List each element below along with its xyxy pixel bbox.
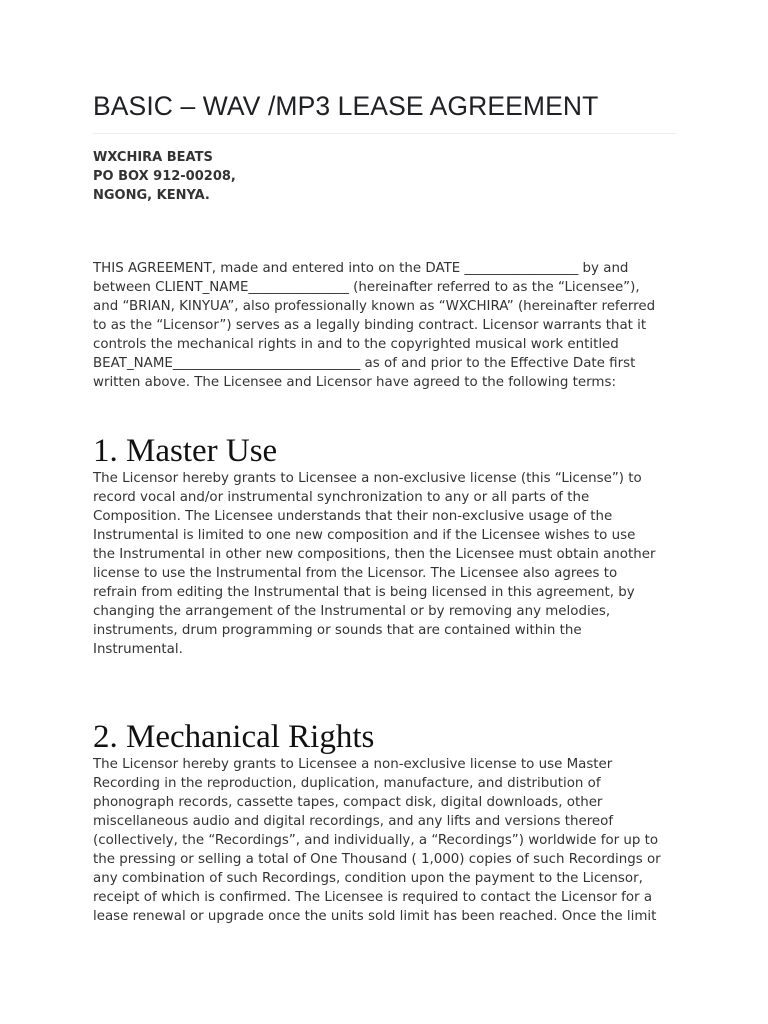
text-line: and “BRIAN, KINYUA”, also professionally known as “WXCHIRA” (hereinafter referred xyxy=(93,299,656,314)
text-line: The Licensor hereby grants to Licensee a non-exclusive license (this “License”) to xyxy=(93,471,642,486)
section-heading-master-use: 1. Master Use xyxy=(93,433,278,469)
text-line: phonograph records, cassette tapes, compact disk, digital downloads, other xyxy=(93,795,603,810)
title-divider xyxy=(93,133,677,134)
text-line: any combination of such Recordings, condition upon the payment to the Licensor, xyxy=(93,871,643,886)
text-line: license to use the Instrumental from the Licensor. The Licensee also agrees to xyxy=(93,566,618,581)
text-line: changing the arrangement of the Instrumental or by removing any melodies, xyxy=(93,604,611,619)
text-line: receipt of which is confirmed. The Licensee is required to contact the Licensor for a xyxy=(93,890,653,905)
text-line: instruments, drum programming or sounds that are contained within the xyxy=(93,623,582,638)
text-line: the pressing or selling a total of One Thousand ( 1,000) copies of such Recordings or xyxy=(93,852,661,867)
text-line: THIS AGREEMENT, made and entered into on the DATE _________________ by and xyxy=(93,261,629,276)
text-line: The Licensor hereby grants to Licensee a non-exclusive license to use Master xyxy=(93,757,613,772)
text-line: lease renewal or upgrade once the units sold limit has been reached. Once the limit xyxy=(93,909,657,924)
section-body-master-use xyxy=(93,469,677,659)
licensor-address xyxy=(93,148,236,205)
text-line: Instrumental is limited to one new composition and if the Licensee wishes to use xyxy=(93,528,636,543)
text-line: controls the mechanical rights in and to the copyrighted musical work entitled xyxy=(93,337,619,352)
text-line: record vocal and/or instrumental synchronization to any or all parts of the xyxy=(93,490,590,505)
text-line: miscellaneous audio and digital recordings, and any lifts and versions thereof xyxy=(93,814,614,829)
text-line: the Instrumental in other new compositions, then the Licensee must obtain another xyxy=(93,547,656,562)
text-line: BEAT_NAME____________________________ as of and prior to the Effective Date first xyxy=(93,356,636,371)
text-line: Recording in the reproduction, duplication, manufacture, and distribution of xyxy=(93,776,601,791)
address-line: WXCHIRA BEATS xyxy=(93,150,213,165)
text-line: to as the “Licensor”) serves as a legally binding contract. Licensor warrants that it xyxy=(93,318,647,333)
address-line: NGONG, KENYA. xyxy=(93,188,210,203)
document-title: BASIC – WAV /MP3 LEASE AGREEMENT xyxy=(93,91,599,121)
address-line: PO BOX 912-00208, xyxy=(93,169,236,184)
text-line: refrain from editing the Instrumental that is being licensed in this agreement, by xyxy=(93,585,635,600)
text-line: Instrumental. xyxy=(93,642,183,657)
text-line: written above. The Licensee and Licensor have agreed to the following terms: xyxy=(93,375,616,390)
text-line: between CLIENT_NAME_______________ (hereinafter referred to as the “Licensee”), xyxy=(93,280,640,295)
section-heading-mechanical-rights: 2. Mechanical Rights xyxy=(93,719,375,755)
section-body-mechanical-rights xyxy=(93,755,677,926)
text-line: Composition. The Licensee understands that their non-exclusive usage of the xyxy=(93,509,613,524)
intro-paragraph xyxy=(93,259,677,392)
text-line: (collectively, the “Recordings”, and individually, a “Recordings”) worldwide for up to xyxy=(93,833,659,848)
